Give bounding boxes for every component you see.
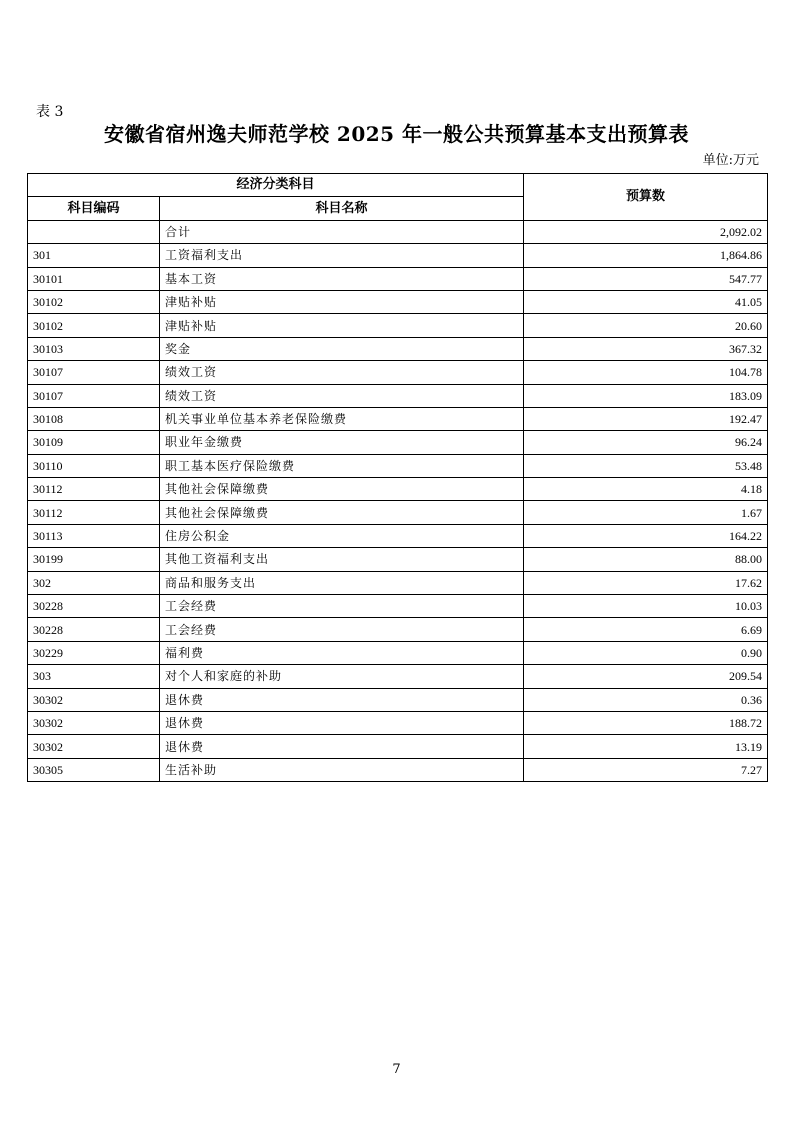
row-amount: 164.22 (524, 524, 768, 547)
table-row (28, 454, 768, 477)
row-amount: 96.24 (524, 431, 768, 454)
budget-table (27, 173, 768, 782)
row-name: 绩效工资 (160, 384, 524, 407)
row-code: 30112 (28, 501, 160, 524)
table-row (28, 314, 768, 337)
row-name: 工会经费 (160, 595, 524, 618)
row-code: 30112 (28, 478, 160, 501)
table-row (28, 337, 768, 360)
row-name: 绩效工资 (160, 361, 524, 384)
row-code: 30302 (28, 688, 160, 711)
row-name: 合计 (160, 220, 524, 243)
row-name: 津贴补贴 (160, 290, 524, 313)
table-row (28, 431, 768, 454)
row-amount: 4.18 (524, 478, 768, 501)
table-row (28, 244, 768, 267)
table-header (28, 174, 768, 221)
row-name: 其他社会保障缴费 (160, 478, 524, 501)
row-name: 住房公积金 (160, 524, 524, 547)
row-code: 30229 (28, 641, 160, 664)
row-name: 商品和服务支出 (160, 571, 524, 594)
row-amount: 192.47 (524, 407, 768, 430)
row-amount: 20.60 (524, 314, 768, 337)
table-row (28, 641, 768, 664)
row-code: 30302 (28, 711, 160, 734)
row-name: 职业年金缴费 (160, 431, 524, 454)
header-code: 科目编码 (28, 197, 160, 220)
header-amount: 预算数 (524, 174, 768, 221)
page-title: 安徽省宿州逸夫师范学校 2025 年一般公共预算基本支出预算表 (103, 122, 690, 146)
row-name: 津贴补贴 (160, 314, 524, 337)
table-row (28, 711, 768, 734)
table-row (28, 501, 768, 524)
row-code: 30305 (28, 758, 160, 781)
row-amount: 1.67 (524, 501, 768, 524)
row-name: 生活补助 (160, 758, 524, 781)
row-name: 退休费 (160, 711, 524, 734)
row-name: 对个人和家庭的补助 (160, 665, 524, 688)
row-amount: 7.27 (524, 758, 768, 781)
table-row (28, 267, 768, 290)
table-row (28, 571, 768, 594)
table-row (28, 361, 768, 384)
row-code: 302 (28, 571, 160, 594)
table-row (28, 478, 768, 501)
table-row (28, 688, 768, 711)
row-code: 30107 (28, 384, 160, 407)
table-row (28, 758, 768, 781)
row-name: 其他社会保障缴费 (160, 501, 524, 524)
row-name: 工资福利支出 (160, 244, 524, 267)
table-row (28, 735, 768, 758)
unit-label: 单位:万元 (702, 153, 759, 168)
row-name: 工会经费 (160, 618, 524, 641)
table-row (28, 524, 768, 547)
table-row (28, 384, 768, 407)
row-code: 30228 (28, 618, 160, 641)
row-amount: 183.09 (524, 384, 768, 407)
row-amount: 188.72 (524, 711, 768, 734)
table-row (28, 220, 768, 243)
row-amount: 104.78 (524, 361, 768, 384)
row-amount: 2,092.02 (524, 220, 768, 243)
row-amount: 88.00 (524, 548, 768, 571)
table-row (28, 665, 768, 688)
row-name: 退休费 (160, 735, 524, 758)
row-amount: 10.03 (524, 595, 768, 618)
row-name: 福利费 (160, 641, 524, 664)
row-name: 奖金 (160, 337, 524, 360)
header-name: 科目名称 (160, 197, 524, 220)
row-name: 退休费 (160, 688, 524, 711)
row-code: 303 (28, 665, 160, 688)
table-row (28, 407, 768, 430)
row-code (28, 220, 160, 243)
row-code: 30101 (28, 267, 160, 290)
table-row (28, 548, 768, 571)
row-amount: 6.69 (524, 618, 768, 641)
row-code: 30108 (28, 407, 160, 430)
row-code: 30228 (28, 595, 160, 618)
table-row (28, 595, 768, 618)
table-body (28, 220, 768, 781)
table-row (28, 290, 768, 313)
row-amount: 547.77 (524, 267, 768, 290)
row-code: 30102 (28, 290, 160, 313)
row-code: 30302 (28, 735, 160, 758)
row-code: 30199 (28, 548, 160, 571)
row-name: 职工基本医疗保险缴费 (160, 454, 524, 477)
row-amount: 0.36 (524, 688, 768, 711)
table-row (28, 618, 768, 641)
row-amount: 17.62 (524, 571, 768, 594)
row-code: 30102 (28, 314, 160, 337)
row-code: 30110 (28, 454, 160, 477)
row-amount: 209.54 (524, 665, 768, 688)
table-label: 表 3 (36, 104, 64, 120)
row-name: 其他工资福利支出 (160, 548, 524, 571)
row-code: 30103 (28, 337, 160, 360)
page-number: 7 (392, 1062, 401, 1077)
row-code: 30109 (28, 431, 160, 454)
header-economic-category: 经济分类科目 (28, 174, 524, 197)
row-amount: 13.19 (524, 735, 768, 758)
row-code: 30107 (28, 361, 160, 384)
row-amount: 53.48 (524, 454, 768, 477)
row-amount: 367.32 (524, 337, 768, 360)
row-amount: 0.90 (524, 641, 768, 664)
row-code: 30113 (28, 524, 160, 547)
row-code: 301 (28, 244, 160, 267)
row-amount: 1,864.86 (524, 244, 768, 267)
row-name: 机关事业单位基本养老保险缴费 (160, 407, 524, 430)
row-amount: 41.05 (524, 290, 768, 313)
row-name: 基本工资 (160, 267, 524, 290)
